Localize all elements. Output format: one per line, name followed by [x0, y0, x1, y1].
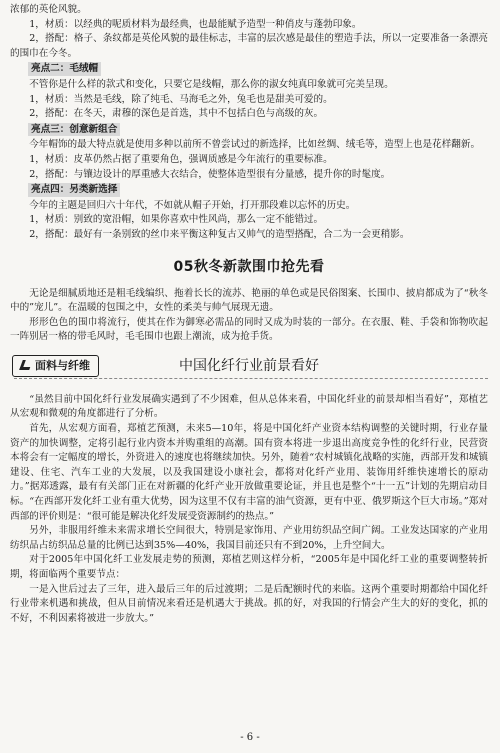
highlight-4-item-1: 1，材质：别致的宽沿帽，如果你喜欢中性风尚，那么一定不能错过。 — [29, 214, 324, 226]
fiber-paragraph-4: 对于2005年中国化纤工业发展走势的预测，郑植艺则这样分析，“2005年是中国化纤工业的重要调整转折期，将面临两个重要节点： — [10, 554, 488, 580]
fiber-paragraph-1: “虽然目前中国化纤行业发展确实遇到了不少困难，但从总体来看，中国化纤业的前景却相当看好”，郑植艺从宏观和微观的角度都进行了分析。 — [10, 393, 488, 420]
scarf-paragraph-2: 形形色色的围巾将流行，使其在作为御寒必需品的同时又成为时装的一部分。在衣服、鞋、手袋和饰物吹起一阵别居一格的带毛风时，毛毛围巾也跟上潮流，成为抢手货。 — [10, 316, 488, 343]
highlight-row — [10, 62, 488, 77]
fiber-paragraph-5: 一是入世后过去了三年，进入最后三年的后过渡期；二是后配额时代的来临。这两个重要时期都给中国化纤行业带来机遇和挑战，但从目前情况来看还是机遇大于挑战。抓的好，对我国的行情会产生大的好的变化，抓的不好，不利因素将被进一步放大。” — [10, 583, 488, 624]
fiber-paragraph-2: 首先，从宏观方面看，郑植艺预测，未来5—10年，将是中国化纤产业资本结构调整的关键时期，行业存量资产的加快调整，定将引起行业内资本并购重组的高潮。国有资本将进一步退出高度竞争性的化纤行业，民营资本将会有一定幅度的增长，外资进入的速度也将继续加快。另外，随着“农村城镇化战略的实施，西部开发和城镇建设、住宅、汽车工业的大发展，以及我国建设小康社会，都将对化纤产业用、装饰用纤维快速增长的原动力。”据郑透露，最有有关部门正在对新疆的化纤产业开放做重要论证，并且也是整个“十一五”计划的先期启动目标。“在西部开发化纤工业有重大优势，因为这里不仅有丰富的油气资源，更有中亚、俄罗斯这个巨大市场。”郑对西部的评价则是：“很可能是解决化纤发展受资源制约的热点。” — [10, 423, 488, 522]
fiber-section-title: 中国化纤行业前景看好 — [179, 357, 319, 374]
highlight-2-label: 亮点二：毛绒帽 — [28, 62, 101, 76]
highlight-3-body: 今年帽饰的最大特点就是使用多种以前所不曾尝试过的新选择，比如丝绸、绒毛等，造型上也是花样翻新。 — [29, 139, 481, 151]
scarf-pairing-item: 2，搭配：格子、条纹都是英伦风貌的最佳标志，丰富的层次感是最佳的塑造手法，所以一定要准备一条漂亮的围巾在今冬。 — [10, 33, 488, 59]
highlight-3-label: 亮点三：创意新组合 — [28, 123, 120, 137]
scarf-material-item: 1，材质：以经典的呢质材料为最经典，也最能赋予造型一种俏皮与蓬勃印象。 — [29, 18, 362, 30]
page-number: - 6 - — [240, 732, 260, 743]
highlight-row — [10, 183, 488, 198]
highlight-4-label: 亮点四：另类新选择 — [28, 183, 120, 197]
highlight-3-item-1: 1，材质：皮革仍然占据了重要角色，强调质感是今年流行的重要标准。 — [29, 153, 333, 165]
highlight-row — [10, 123, 488, 138]
highlight-2-item-2: 2，搭配：在冬天，肃穆的深色是首选，其中不包括白色与高级的灰。 — [29, 108, 324, 120]
highlight-2-item-1: 1，材质：当然是毛线，除了纯毛、马海毛之外，兔毛也是甜美可爱的。 — [29, 93, 333, 105]
highlight-3-item-2: 2，搭配：与镶边设计的厚重感大衣结合，使整体造型很有分量感，提升你的时髦度。 — [29, 168, 391, 180]
intro-tail: 浓郁的英伦风貌。 — [10, 4, 87, 15]
scarf-paragraph-1: 无论是细腻质地还是粗毛线编织、拖着长长的流苏、艳丽的单色或是民俗图案、长围巾、披肩都成为了“秋冬中的”宠儿”。在温暖的包围之中，女性的柔美与帅气展现无遗。 — [10, 287, 488, 314]
highlight-4-body: 今年的主题是回归六十年代，不如就从帽子开始，打开那段难以忘怀的历史。 — [29, 199, 356, 211]
column-tag-label: 面料与纤维 — [35, 358, 90, 372]
header-divider — [14, 378, 488, 379]
highlight-4-item-2: 2，搭配：最好有一条别致的丝巾来平衡这种复古又帅气的造型搭配，合二为一会更稍影。 — [29, 228, 410, 240]
highlight-2-body: 不管你是什么样的款式和变化，只要它是线帽，那么你的淑女纯真印象就可完美呈现。 — [29, 78, 394, 90]
fiber-paragraph-3: 另外，非服用纤维未来需求增长空间很大，特别是家饰用、产业用纺织品空间广阔。工业发达国家的产业用纺织品占纺织品总量的比例已达到35%—40%，我国目前还只有不到20%，上升空间大。 — [10, 525, 488, 551]
fiber-section-header — [10, 353, 488, 383]
scarf-section-title: 05秋冬新款围巾抢先看 — [173, 258, 325, 275]
